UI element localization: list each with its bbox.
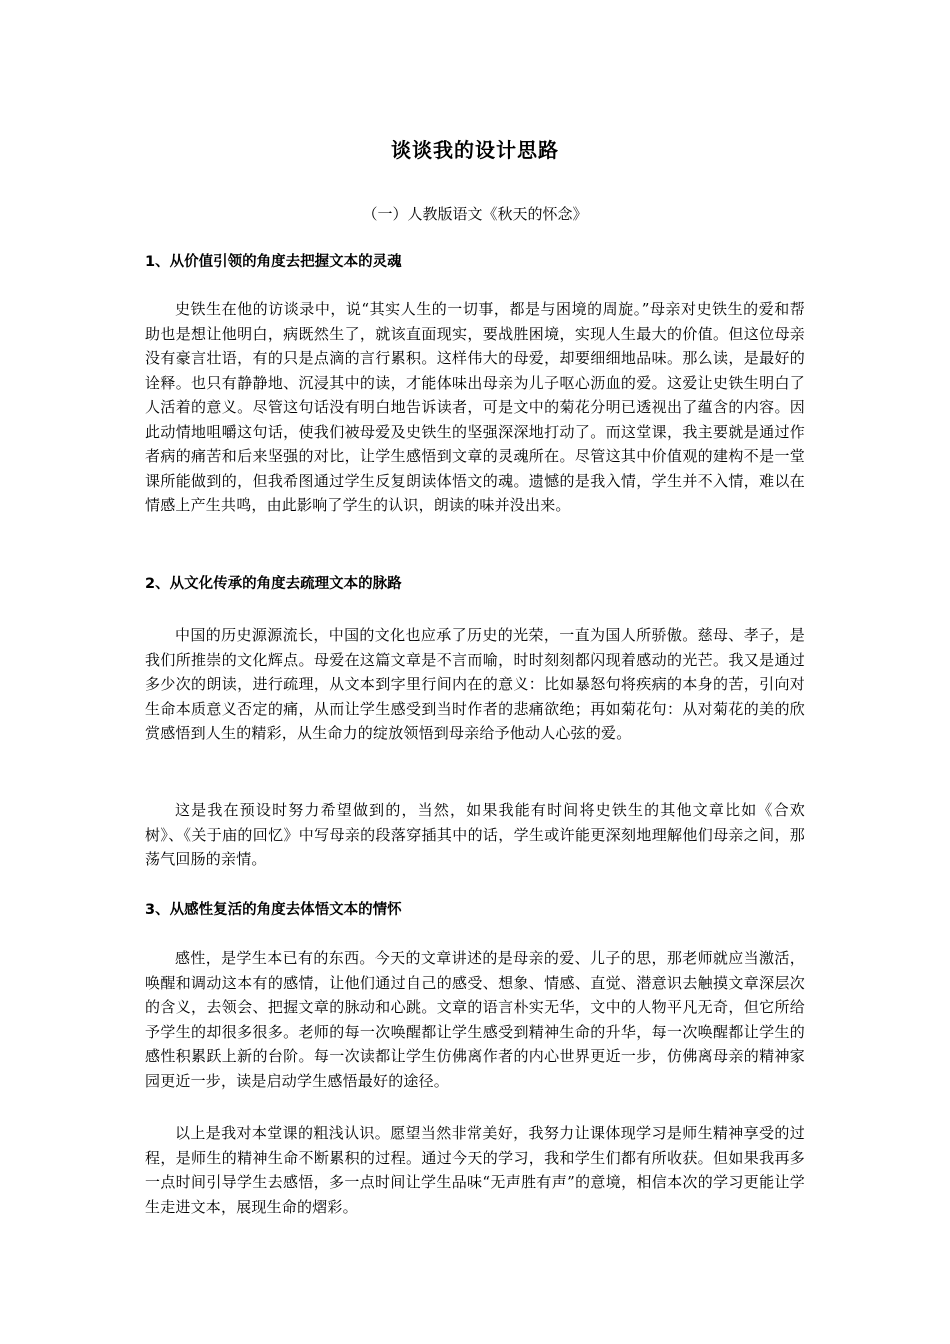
section-3-paragraph-1: 感性，是学生本已有的东西。今天的文章讲述的是母亲的爱、儿子的思，那老师就应当激活，唤醒和调动这本有的感情，让他们通过自己的感受、想象、情感、直觉、潜意识去触摸文章深层次的含义，去领会、把握文章的脉动和心跳。文章的语言朴实无华，文中的人物平凡无奇，但它所给予学生的却很多很多。老师的每一次唤醒都让学生感受到精神生命的升华，每一次唤醒都让学生的感性积累跃上新的台阶。每一次读都让学生仿佛离作者的内心世界更近一步，仿佛离母亲的精神家园更近一步，读是启动学生感悟最好的途径。 bbox=[145, 949, 805, 1090]
section-2-paragraph-1: 中国的历史源源流长，中国的文化也应承了历史的光荣，一直为国人所骄傲。慈母、孝子，是我们所推崇的文化辉点。母爱在这篇文章是不言而喻，时时刻刻都闪现着感动的光芒。我又是通过多少次的朗读，进行疏理，从文本到字里行间内在的意义：比如暴怒句将疾病的本身的苦，引向对生命本质意义否定的痛，从而让学生感受到当时作者的悲痛欲绝；再如菊花句：从对菊花的美的欣赏感悟到人生的精彩，从生命力的绽放领悟到母亲给予他动人心弦的爱。 bbox=[145, 626, 805, 742]
document-title: 谈谈我的设计思路 bbox=[391, 138, 559, 162]
section-3-paragraph-2: 以上是我对本堂课的粗浅认识。愿望当然非常美好，我努力让课体现学习是师生精神享受的过程，是师生的精神生命不断累积的过程。通过今天的学习，我和学生们都有所收获。但如果我再多一点时间引导学生去感悟，多一点时间让学生品味“无声胜有声”的意境，相信本次的学习更能让学生走进文本，展现生命的熠彩。 bbox=[145, 1124, 805, 1216]
section-2-paragraph-2: 这是我在预设时努力希望做到的，当然，如果我能有时间将史铁生的其他文章比如《合欢树》、《关于庙的回忆》中写母亲的段落穿插其中的话，学生或许能更深刻地理解他们母亲之间，那荡气回肠的亲情。 bbox=[145, 801, 805, 868]
section-1-paragraph-1: 史铁生在他的访谈录中，说“其实人生的一切事，都是与困境的周旋。”母亲对史铁生的爱和帮助也是想让他明白，病既然生了，就该直面现实，要战胜困境，实现人生最大的价值。但这位母亲没有豪言壮语，有的只是点滴的言行累积。这样伟大的母爱，却要细细地品味。那么读，是最好的诠释。也只有静静地、沉浸其中的读，才能体味出母亲为儿子呕心沥血的爱。这爱让史铁生明白了人活着的意义。尽管这句话没有明白地告诉读者，可是文中的菊花分明已透视出了蕴含的内容。因此动情地咀嚼这句话，使我们被母爱及史铁生的坚强深深地打动了。而这堂课，我主要就是通过作者病的痛苦和后来坚强的对比，让学生感悟到文章的灵魂所在。尽管这其中价值观的建构不是一堂课所能做到的，但我希图通过学生反复朗读体悟文的魂。遗憾的是我入情，学生并不入情，难以在情感上产生共鸣，由此影响了学生的认识，朗读的味并没出来。 bbox=[145, 300, 805, 514]
section-heading-3: 3、从感性复活的角度去体悟文本的情怀 bbox=[145, 902, 402, 918]
section-heading-1: 1、从价值引领的角度去把握文本的灵魂 bbox=[145, 254, 402, 270]
document-subtitle: （一）人教版语文《秋天的怀念》 bbox=[362, 205, 588, 223]
section-heading-2: 2、从文化传承的角度去疏理文本的脉路 bbox=[145, 576, 402, 592]
